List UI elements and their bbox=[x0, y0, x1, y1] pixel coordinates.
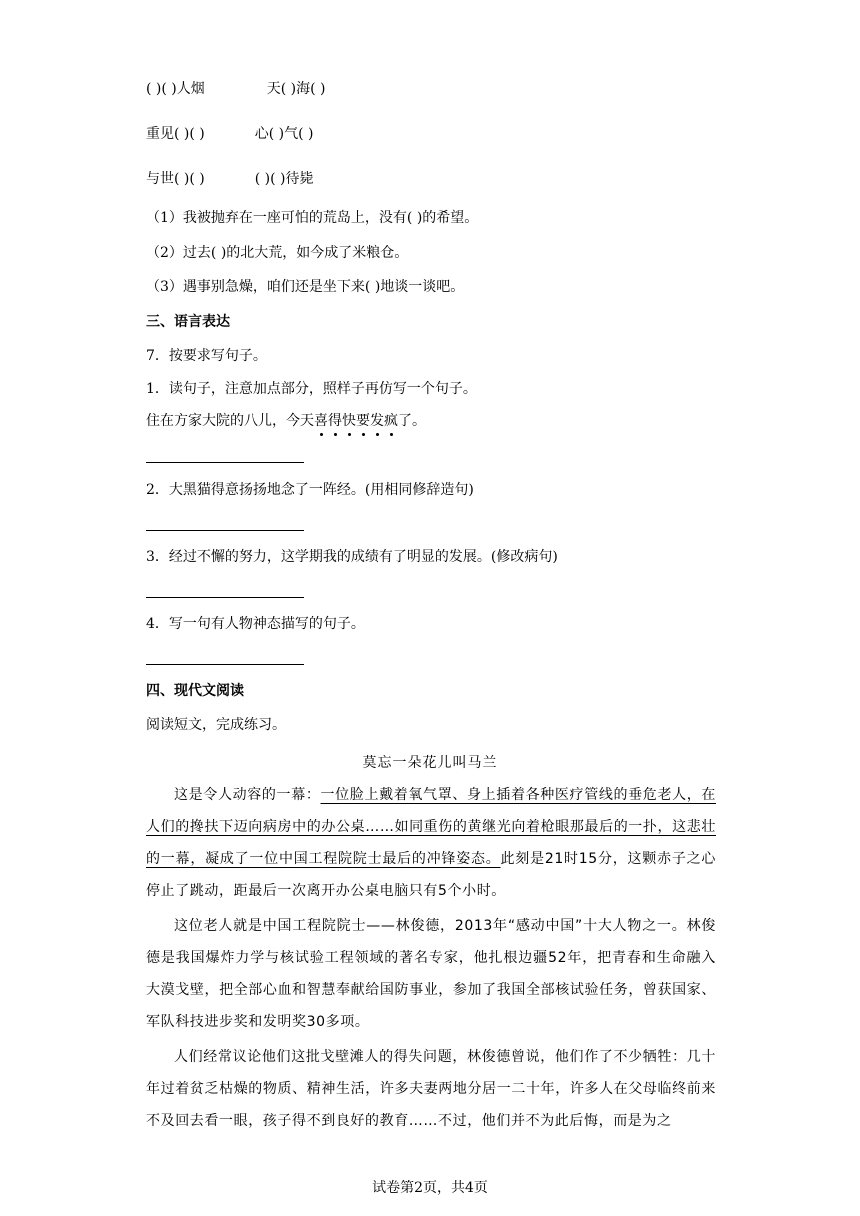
fill-sentence-3: （3）遇事别急燥，咱们还是坐下来( )地谈一谈吧。 bbox=[146, 279, 465, 295]
dotted-char: 快 bbox=[342, 413, 356, 429]
fill-sentence-1: （1）我被抛弃在一座可怕的荒岛上，没有( )的希望。 bbox=[146, 210, 479, 226]
example-sentence bbox=[146, 412, 426, 430]
answer-line-1[interactable] bbox=[146, 462, 304, 463]
idiom-row-2 bbox=[146, 125, 314, 143]
section-heading-3: 三、语言表达 bbox=[146, 314, 230, 330]
dotted-char: 得 bbox=[328, 413, 342, 429]
answer-line-2[interactable] bbox=[146, 530, 304, 531]
article-paragraph-3: 人们经常议论他们这批戈壁滩人的得失问题，林俊德曾说，他们作了不少牺牲：几十年过着贫乏枯燥的物质、精神生活，许多夫妻两地分居一二十年，许多人在父母临终前来不及回去看一眼，孩子得不到良好的教育……不过，他们并不为此后悔，而是为之 bbox=[146, 1049, 716, 1129]
fill-sentence-2: （2）过去( )的北大荒，如今成了米粮仓。 bbox=[146, 245, 409, 261]
idiom-2: 天( )海( ) bbox=[266, 81, 326, 97]
idiom-3: 重见( )( ) bbox=[146, 126, 205, 142]
sub-question-3: 3．经过不懈的努力，这学期我的成绩有了明显的发展。(修改病句) bbox=[146, 549, 558, 565]
paragraph-1-tail: 此刻是21时15分，这颗赤子之心停止了跳动，距最后一次离开办公桌电脑只有5个小时。 bbox=[146, 851, 716, 899]
dotted-char: 要 bbox=[356, 413, 370, 429]
idiom-4: 心( )气( ) bbox=[254, 126, 314, 142]
sub-question-1: 1．读句子，注意加点部分，照样子再仿写一个句子。 bbox=[146, 381, 477, 397]
paragraph-1-lead: 这是令人动容的一幕： bbox=[174, 787, 321, 803]
idiom-row-3 bbox=[146, 170, 314, 188]
page-footer: 试卷第2页，共4页 bbox=[372, 1180, 488, 1196]
idiom-5: 与世( )( ) bbox=[146, 171, 205, 187]
idiom-6: ( )( )待毙 bbox=[254, 171, 314, 187]
answer-line-3[interactable] bbox=[146, 597, 304, 598]
example-sentence-suffix: 了。 bbox=[398, 413, 426, 429]
idiom-1: ( )( )人烟 bbox=[146, 81, 205, 97]
example-dotted-part bbox=[314, 413, 398, 429]
article-title: 莫忘一朵花儿叫马兰 bbox=[362, 755, 498, 771]
example-sentence-prefix: 住在方家大院的八儿，今天 bbox=[146, 413, 314, 429]
dotted-char: 发 bbox=[370, 413, 384, 429]
idiom-row-1 bbox=[146, 80, 326, 98]
article-paragraph-2: 这位老人就是中国工程院院士——林俊德，2013年“感动中国”十大人物之一。林俊德是我国爆炸力学与核试验工程领域的著名专家，他扎根边疆52年，把青春和生命融入大漠戈壁，把全部心血和智慧奉献给国防事业，参加了我国全部核试验任务，曾获国家、军队科技进步奖和发明奖30多项。 bbox=[146, 918, 716, 1030]
question-7: 7．按要求写句子。 bbox=[146, 348, 267, 364]
dotted-char: 喜 bbox=[314, 413, 328, 429]
dotted-char: 疯 bbox=[384, 413, 398, 429]
sub-question-4: 4．写一句有人物神态描写的句子。 bbox=[146, 616, 365, 632]
answer-line-4[interactable] bbox=[146, 664, 304, 665]
sub-question-2: 2．大黑猫得意扬扬地念了一阵经。(用相同修辞造句) bbox=[146, 482, 474, 498]
section-heading-4: 四、现代文阅读 bbox=[146, 683, 244, 699]
reading-instruction: 阅读短文，完成练习。 bbox=[146, 717, 286, 733]
paragraph-1-underlined: 一位脸上戴着氧气罩、身上插着各种医疗管线的垂危老人，在人们的搀扶下迈向病房中的办公桌……如同重伤的黄继光向着枪眼那最后的一扑，这悲壮的一幕，凝成了一位中国工程院院士最后的冲锋姿态。 bbox=[146, 787, 716, 867]
article-paragraph-1 bbox=[146, 779, 716, 907]
